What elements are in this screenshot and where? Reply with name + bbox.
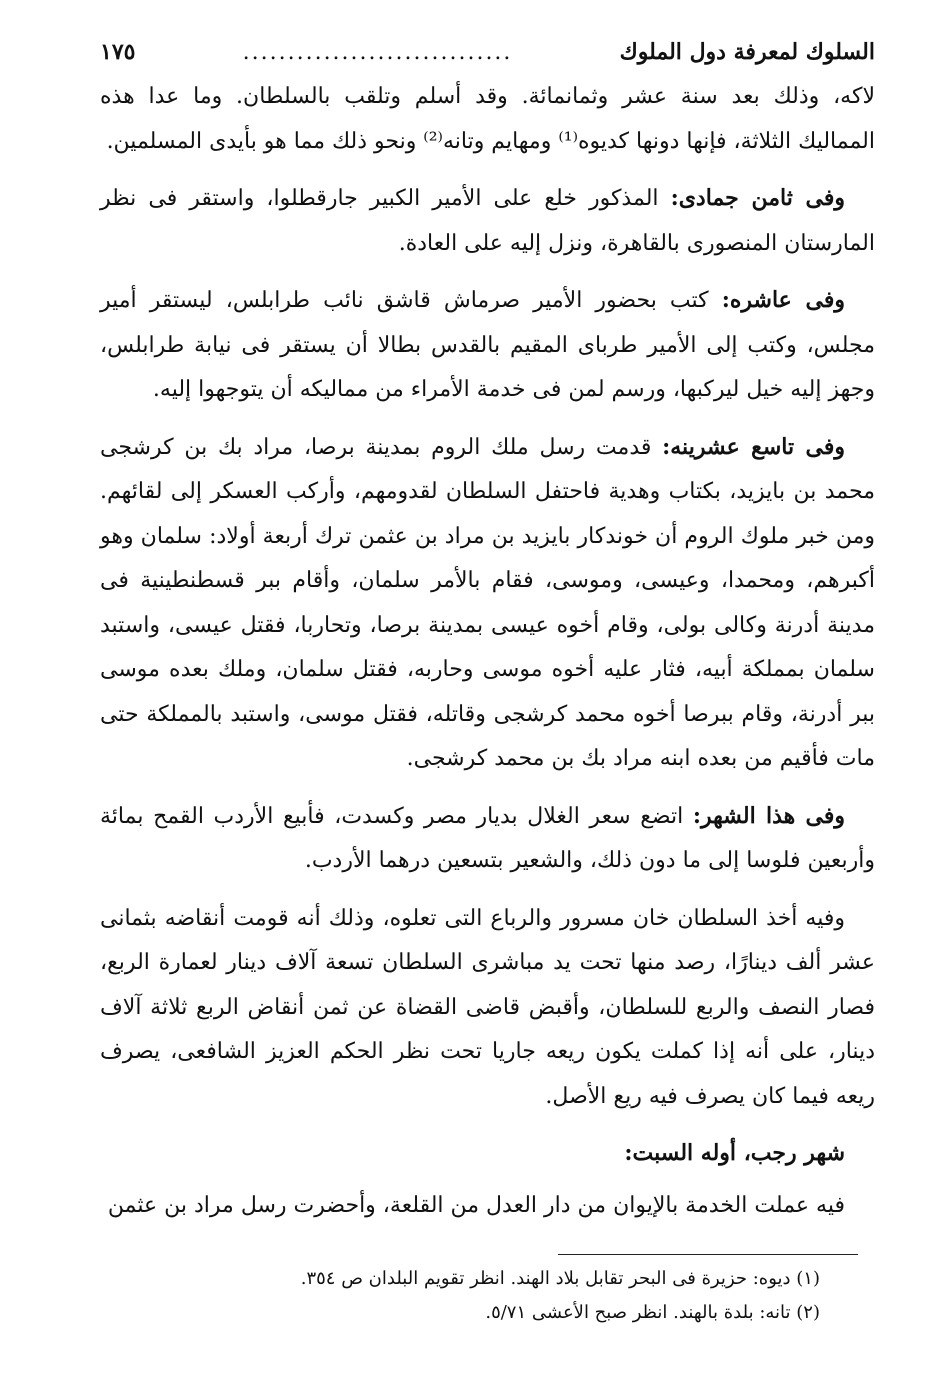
leader-dots: .............................. bbox=[242, 40, 513, 65]
paragraph-text: لاكه، وذلك بعد سنة عشر وثمانمائة. وقد أسلم وتلقب بالسلطان. وما عدا هذه المماليك الثلاثة، فإنها دونها كديوه⁽¹⁾ ومهايم وتانه⁽²⁾ ونحو ذلك مما هو بأيدى المسلمين. bbox=[100, 84, 875, 154]
paragraph-text: كتب بحضور الأمير صرماش قاشق نائب طرابلس، ليستقر أمير مجلس، وكتب إلى الأمير طرباى المقيم بالقدس بطالا أن يستقر فى نيابة طرابلس، وجهز إليه خيل ليركبها، ورسم لمن فى خدمة الأمراء من مماليكه أن يتوجهوا إليه. bbox=[100, 288, 875, 402]
paragraph-text: قدمت رسل ملك الروم بمدينة برصا، مراد بك بن كرشجى محمد بن بايزيد، بكتاب وهدية فاحتفل السلطان لقدومهم، وأركب العسكر إلى لقائهم. ومن خبر ملوك الروم أن خوندكار بايزيد بن مراد بن عثمن ترك أربعة أولاد: سلمان وهو أكبرهم، ومحمدا، وعيسى، وموسى، فقام بالأمر سلمان، وأقام ببر قسطنطينية فى مدينة أدرنة وكالى بولى، وقام أخوه عيسى بمدينة برصا، وتحاربا، فقتل عيسى، واستبد سلمان بمملكة أبيه، فثار عليه أخوه موسى وحاربه، فقتل سلمان، وملك بعده موسى ببر أدرنة، وقام ببرصا أخوه محمد كرشجى وقاتله، فقتل موسى، واستبد بالمملكة حتى مات فأقيم من بعده ابنه مراد بك بن محمد كرشجى. bbox=[100, 434, 875, 771]
footnote-2: (٢) تانه: بلدة بالهند. انظر صبح الأعشى ٥/٧١. bbox=[485, 1302, 820, 1323]
paragraph-text: المذكور خلع على الأمير الكبير جارقطلوا، واستقر فى نظر المارستان المنصورى بالقاهرة، ونزل إليه على العادة. bbox=[100, 186, 875, 256]
paragraph bbox=[100, 896, 875, 1120]
footnotes bbox=[100, 1262, 820, 1330]
paragraph-lead: وفى هذا الشهر: bbox=[692, 802, 845, 829]
paragraph bbox=[100, 176, 875, 266]
paragraph-lead: وفى عاشره: bbox=[721, 287, 846, 313]
running-head bbox=[100, 30, 875, 74]
footnote-divider bbox=[558, 1254, 858, 1255]
paragraph bbox=[100, 425, 875, 782]
paragraph bbox=[100, 794, 875, 884]
paragraph-lead: وفى تاسع عشرينه: bbox=[662, 433, 845, 460]
paragraph bbox=[100, 74, 875, 164]
footnote-1: (١) ديوه: حزيرة فى البحر تقابل بلاد الهند. انظر تقويم البلدان ص ٣٥٤. bbox=[300, 1268, 820, 1289]
paragraph-lead: وفى ثامن جمادى: bbox=[670, 185, 846, 211]
page-number: ١٧٥ bbox=[100, 39, 136, 65]
paragraph-text: وفيه أخذ السلطان خان مسرور والرباع التى تعلوه، وذلك أنه قومت أنقاضه بثمانى عشر ألف دينارًا، رصد منها تحت يد مباشرى السلطان تسعة آلاف دينار لعمارة الربع، فصار النصف والربع للسلطان، وأقبض قاضى القضاة عن ثمن أنقاض الربع ثلاثة آلاف دينار، على أنه إذا كملت يكون ريعه جاريا تحت نظر الحكم العزيز الشافعى، يصرف ريعه فيما كان يصرف فيه ريع الأصل. bbox=[100, 905, 875, 1109]
paragraph bbox=[100, 278, 875, 413]
book-title: السلوك لمعرفة دول الملوك bbox=[619, 39, 875, 65]
paragraph: فيه عملت الخدمة بالإيوان من دار العدل من القلعة، وأحضرت رسل مراد بن عثمن bbox=[107, 1192, 845, 1218]
page-body bbox=[100, 30, 875, 1240]
main-text bbox=[100, 74, 875, 1228]
paragraph-text: اتضع سعر الغلال بديار مصر وكسدت، فأبيع الأردب القمح بمائة وأربعين فلوسا إلى ما دون ذلك، والشعير بتسعين درهما الأردب. bbox=[100, 803, 875, 873]
section-heading: شهر رجب، أوله السبت: bbox=[624, 1140, 845, 1166]
